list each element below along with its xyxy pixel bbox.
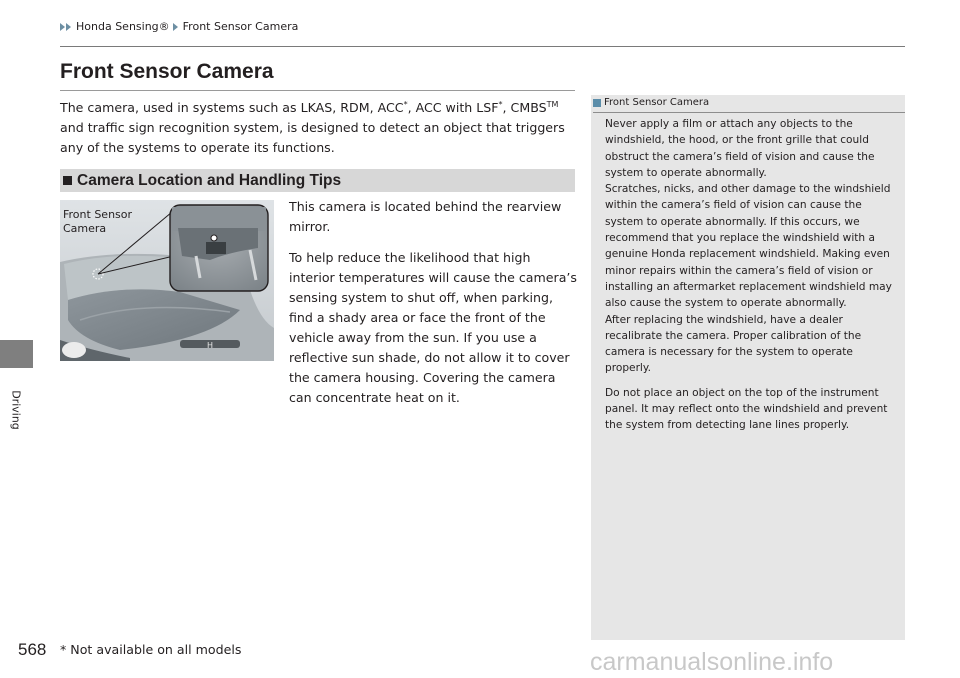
breadcrumb-front-sensor-camera[interactable]: Front Sensor Camera <box>182 20 299 33</box>
figure-callout-label: Front Sensor Camera <box>63 208 133 235</box>
page-number: 568 <box>18 640 47 659</box>
section-marker-icon <box>63 176 72 185</box>
sidebar-note-title: Front Sensor Camera <box>604 97 710 108</box>
sidebar-note-header <box>593 97 709 108</box>
side-tab-marker <box>0 340 33 368</box>
body-paragraph: This camera is located behind the rearview mirror. <box>289 199 562 234</box>
section-header <box>60 169 575 192</box>
sidebar-note-divider <box>593 112 905 113</box>
note-paragraph: Scratches, nicks, and other damage to the windshield within the camera’s field of vision can cause the system to operate abnormally. If this occurs, we recommend that you replace the windshield with a genuine Honda replacement windshield. Making even minor repairs within the camera’s field of vision or installing an aftermarket replacement windshield may also cause the system to operate abnormally. <box>605 183 892 310</box>
svg-text:H: H <box>207 341 214 350</box>
double-arrow-icon <box>60 23 71 31</box>
header-divider <box>60 46 905 47</box>
sidebar-note-body <box>605 116 895 442</box>
page-title: Front Sensor Camera <box>60 60 274 83</box>
intro-paragraph: The camera, used in systems such as LKAS, RDM, ACC*, ACC with LSF*, CMBS™ and traffic sign recognition system, is designed to detect an object that triggers any of the systems to operate its functions. <box>60 100 565 156</box>
breadcrumb-honda-sensing[interactable]: Honda Sensing® <box>76 20 170 33</box>
body-paragraph: To help reduce the likelihood that high interior temperatures will cause the camera’s sensing system to shut off, when parking, find a shady area or face the front of the vehicle away from the sun. If you use a reflective sun shade, do not allow it to cover the camera housing. Covering the camera can concentrate heat on it. <box>289 250 577 405</box>
footnote-star: * <box>498 100 503 109</box>
title-divider <box>60 90 575 91</box>
section-body <box>289 197 579 419</box>
section-title: Camera Location and Handling Tips <box>77 171 342 189</box>
trademark-symbol: TM <box>546 100 559 109</box>
watermark: carmanualsonline.info <box>590 648 834 676</box>
arrow-icon <box>173 23 178 31</box>
note-paragraph: After replacing the windshield, have a dealer recalibrate the camera. Proper calibration of the camera is necessary for the system to operate properly. <box>605 313 862 375</box>
footnote: * Not available on all models <box>60 642 242 657</box>
note-icon <box>593 99 601 107</box>
breadcrumb <box>60 20 298 33</box>
side-tab-label: Driving <box>9 390 23 430</box>
note-paragraph: Never apply a film or attach any objects to the windshield, the hood, or the front grille that could obstruct the camera’s field of vision and cause the system to operate abnormally. <box>605 118 875 179</box>
footnote-star: * <box>403 100 408 109</box>
note-paragraph: Do not place an object on the top of the instrument panel. It may reflect onto the windshield and prevent the system from detecting lane lines properly. <box>605 386 888 432</box>
